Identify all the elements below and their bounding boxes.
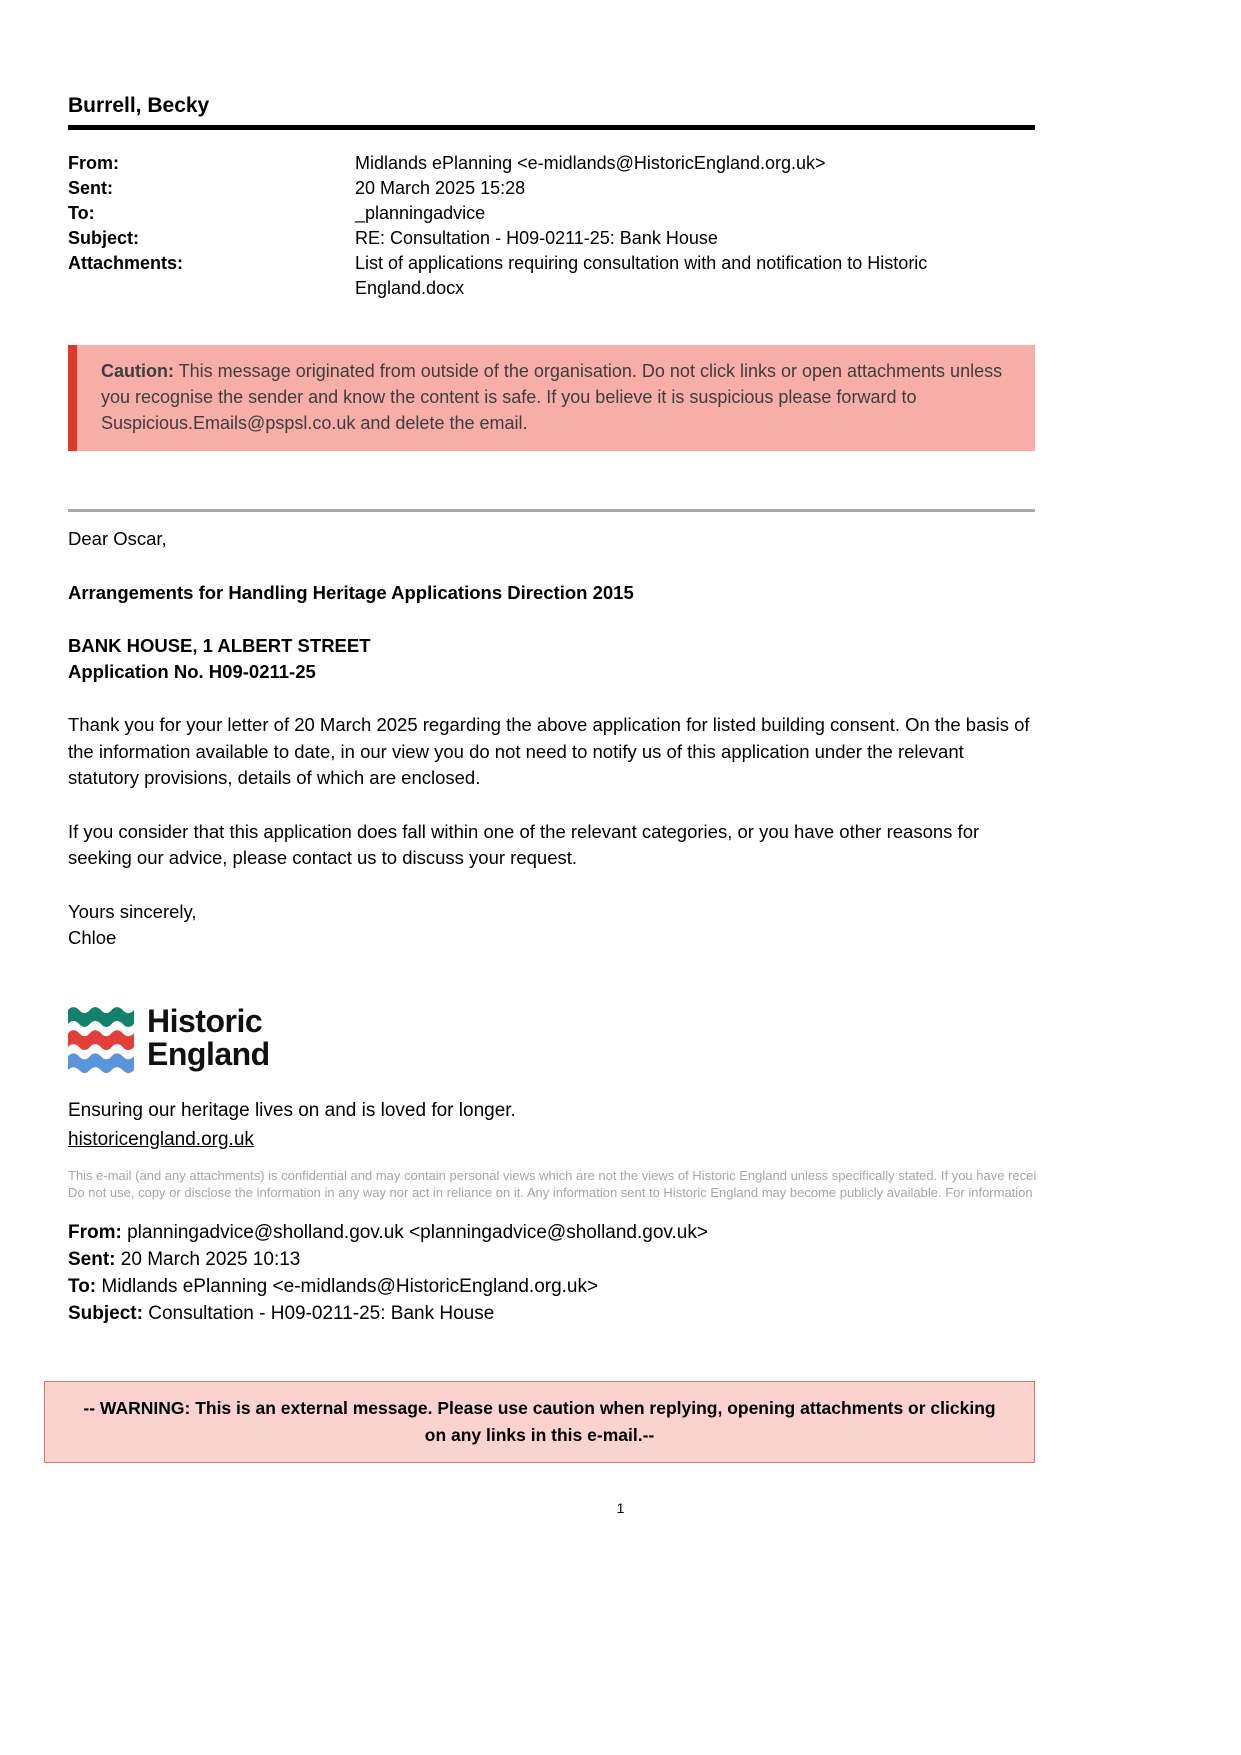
external-caution-banner — [68, 345, 1035, 451]
page-number: 1 — [616, 1500, 625, 1516]
caution-label: Caution: — [101, 361, 174, 381]
to-value: _planningadvice — [355, 203, 486, 223]
email1-header-row-attachments — [68, 251, 1035, 301]
logo-wordmark-line1: Historic — [147, 1002, 263, 1039]
from-value: planningadvice@sholland.gov.uk <planningadvice@sholland.gov.uk> — [121, 1221, 708, 1243]
caution-text: This message originated from outside of the organisation. Do not click links or open attachments unless you recognise the sender and know the content is safe. If you believe it is suspicious please forward to Suspicious.Emails@pspsl.co.uk and delete the email. — [101, 361, 1003, 433]
email1-body — [68, 526, 1035, 951]
disclaimer-line-1: This e-mail (and any attachments) is confidential and may contain personal views which are not the views of Historic England unless specifically stated. If you have recei — [68, 1167, 1037, 1183]
sent-value: 20 March 2025 15:28 — [355, 178, 526, 198]
logo-wordmark — [147, 1003, 270, 1071]
attachments-label: Attachments: — [68, 253, 184, 273]
to-label: To: — [68, 1275, 97, 1297]
property-heading — [68, 633, 1035, 685]
email2-header-block — [68, 1219, 1035, 1327]
message-divider-line — [68, 509, 1035, 512]
header-divider-line — [68, 125, 1035, 130]
subject-heading: Arrangements for Handling Heritage Applications Direction 2015 — [68, 581, 634, 603]
email2-header-row-subject — [68, 1300, 1035, 1327]
subject-value: Consultation - H09-0211-25: Bank House — [142, 1302, 495, 1324]
subject-label: Subject: — [68, 1302, 143, 1324]
email1-header-row-from — [68, 151, 1035, 176]
application-number: Application No. H09-0211-25 — [68, 661, 316, 682]
disclaimer-block — [68, 1167, 1241, 1201]
greeting: Dear Oscar, — [68, 528, 167, 549]
website-link[interactable]: historicengland.org.uk — [68, 1128, 254, 1150]
email2-header-row-from — [68, 1219, 1035, 1246]
from-label: From: — [68, 1221, 122, 1243]
disclaimer-line-2: Do not use, copy or disclose the information in any way nor act in reliance on it. Any information sent to Historic England may become publicly available. For information — [68, 1184, 1033, 1200]
external-warning-banner: -- WARNING: This is an external message. Please use caution when replying, opening attachments or clicking on any links in this e-mail.-- — [44, 1381, 1035, 1463]
subject-value: RE: Consultation - H09-0211-25: Bank House — [355, 228, 718, 248]
from-label: From: — [68, 153, 119, 173]
paragraph-2: If you consider that this application does fall within one of the relevant categories, or you have other reasons for seeking our advice, please contact us to discuss your request. — [68, 820, 980, 868]
subject-label: Subject: — [68, 228, 140, 248]
sent-label: Sent: — [68, 178, 113, 198]
from-value: Midlands ePlanning <e-midlands@HistoricEngland.org.uk> — [355, 153, 826, 173]
sent-label: Sent: — [68, 1248, 116, 1270]
paragraph-1: Thank you for your letter of 20 March 2025 regarding the above application for listed building consent. On the basis of the information available to date, in our view you do not need to notify us of this application under the relevant statutory provisions, details of which are enclosed. — [68, 714, 1030, 788]
sent-value: 20 March 2025 10:13 — [115, 1248, 301, 1270]
logo-wordmark-line2: England — [147, 1035, 270, 1072]
signoff-block — [68, 899, 1035, 951]
signoff: Yours sincerely, — [68, 900, 197, 922]
property-address: BANK HOUSE, 1 ALBERT STREET — [68, 635, 371, 656]
recipient-header: Burrell, Becky — [68, 94, 210, 117]
attachments-value: List of applications requiring consultation with and notification to Historic England.docx — [355, 253, 928, 298]
historic-england-logo-icon — [68, 1003, 134, 1074]
email1-header-block — [68, 151, 1035, 301]
tagline: Ensuring our heritage lives on and is loved for longer. — [68, 1099, 516, 1121]
to-value: Midlands ePlanning <e-midlands@HistoricEngland.org.uk> — [96, 1275, 599, 1297]
signature-name: Chloe — [68, 926, 117, 948]
to-label: To: — [68, 203, 95, 223]
email1-header-row-to — [68, 201, 1035, 226]
email2-header-row-sent — [68, 1246, 1035, 1273]
email1-header-row-subject — [68, 226, 1035, 251]
email1-header-row-sent — [68, 176, 1035, 201]
historic-england-logo — [68, 1003, 1035, 1074]
email2-header-row-to — [68, 1273, 1035, 1300]
